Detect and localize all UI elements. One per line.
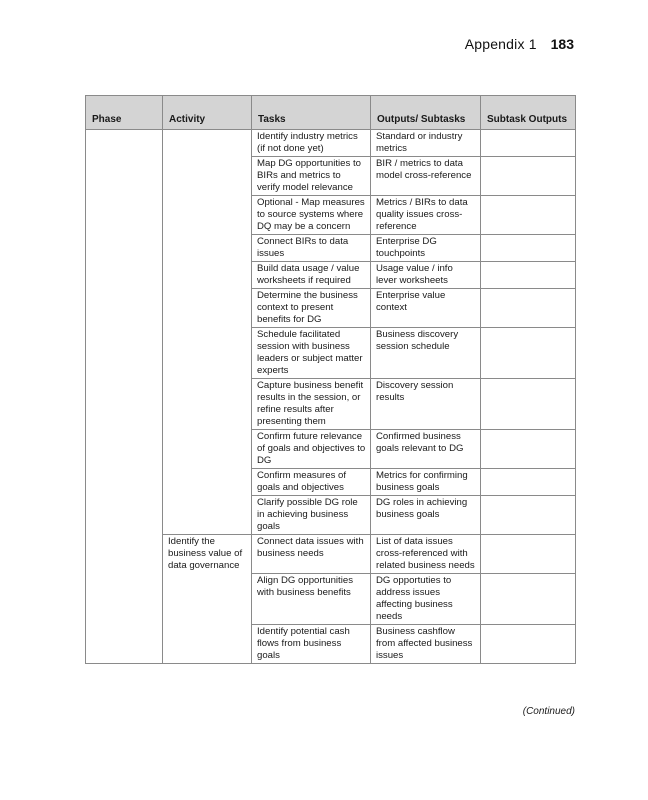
col-header-outputs: Outputs/ Subtasks [371, 96, 481, 130]
task-cell: Determine the business context to present benefits for DG [252, 289, 371, 328]
output-cell: Business cashflow from affected business issues [371, 625, 481, 664]
output-cell: Metrics for confirming business goals [371, 469, 481, 496]
subtask-output-cell [481, 625, 576, 664]
subtask-output-cell [481, 235, 576, 262]
output-cell: Discovery session results [371, 379, 481, 430]
output-cell: List of data issues cross-referenced with related business needs [371, 535, 481, 574]
output-cell: Enterprise value context [371, 289, 481, 328]
subtask-output-cell [481, 496, 576, 535]
subtask-output-cell [481, 262, 576, 289]
col-header-activity: Activity [163, 96, 252, 130]
table-row [86, 130, 576, 157]
output-cell: Standard or industry metrics [371, 130, 481, 157]
governance-table [85, 95, 576, 664]
subtask-output-cell [481, 574, 576, 625]
continued-note: (Continued) [522, 706, 575, 717]
subtask-output-cell [481, 328, 576, 379]
task-cell: Schedule facilitated session with business leaders or subject matter experts [252, 328, 371, 379]
col-header-tasks: Tasks [252, 96, 371, 130]
output-cell: DG opportuties to address issues affecting business needs [371, 574, 481, 625]
task-cell: Map DG opportunities to BIRs and metrics to verify model relevance [252, 157, 371, 196]
page-number: 183 [550, 36, 574, 52]
subtask-output-cell [481, 157, 576, 196]
subtask-output-cell [481, 535, 576, 574]
output-cell: Confirmed business goals relevant to DG [371, 430, 481, 469]
task-cell: Identify potential cash flows from business goals [252, 625, 371, 664]
task-cell: Confirm future relevance of goals and objectives to DG [252, 430, 371, 469]
output-cell: BIR / metrics to data model cross-reference [371, 157, 481, 196]
task-cell: Optional - Map measures to source systems where DQ may be a concern [252, 196, 371, 235]
subtask-output-cell [481, 379, 576, 430]
activity-cell-empty [163, 130, 252, 535]
task-cell: Connect BIRs to data issues [252, 235, 371, 262]
output-cell: Metrics / BIRs to data quality issues cross-reference [371, 196, 481, 235]
output-cell: Usage value / info lever worksheets [371, 262, 481, 289]
output-cell: DG roles in achieving business goals [371, 496, 481, 535]
subtask-output-cell [481, 289, 576, 328]
task-cell: Capture business benefit results in the session, or refine results after presenting them [252, 379, 371, 430]
phase-cell [86, 130, 163, 664]
activity-cell: Identify the business value of data governance [163, 535, 252, 664]
subtask-output-cell [481, 469, 576, 496]
table-header-row [86, 96, 576, 130]
output-cell: Enterprise DG touchpoints [371, 235, 481, 262]
section-title: Appendix 1 [464, 36, 537, 52]
task-cell: Build data usage / value worksheets if required [252, 262, 371, 289]
subtask-output-cell [481, 196, 576, 235]
running-header [465, 36, 574, 52]
col-header-subtask-outputs: Subtask Outputs [481, 96, 576, 130]
output-cell: Business discovery session schedule [371, 328, 481, 379]
task-cell: Confirm measures of goals and objectives [252, 469, 371, 496]
subtask-output-cell [481, 430, 576, 469]
task-cell: Identify industry metrics (if not done yet) [252, 130, 371, 157]
task-cell: Connect data issues with business needs [252, 535, 371, 574]
col-header-phase: Phase [86, 96, 163, 130]
task-cell: Clarify possible DG role in achieving business goals [252, 496, 371, 535]
task-cell: Align DG opportunities with business benefits [252, 574, 371, 625]
subtask-output-cell [481, 130, 576, 157]
